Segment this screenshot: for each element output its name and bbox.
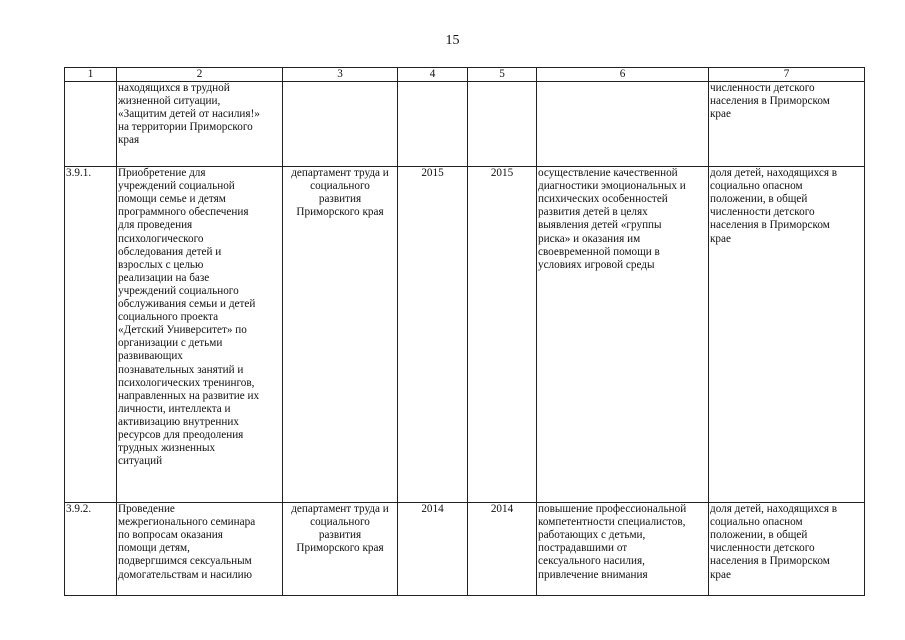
- program-table: [64, 67, 865, 596]
- cell-indicator: численности детского населения в Приморском крае: [709, 82, 865, 167]
- cell-start-year: [398, 82, 468, 167]
- column-header-6: 6: [537, 68, 709, 82]
- cell-activity: Приобретение для учреждений социальной помощи семье и детям программного обеспечения для проведения психологического обследования детей и взрослых с целью реализации на базе учреждений социального обслуживания семьи и детей социального проекта «Детский Университет» по организации с детьми развивающих познавательных занятий и психологических тренингов, направленных на развитие их личности, интеллекта и активизацию внутренних ресурсов для преодоления трудных жизненных ситуаций: [117, 167, 283, 503]
- cell-indicator: доля детей, находящихся в социально опасном положении, в общей численности детского населения в Приморском крае: [709, 503, 865, 596]
- cell-end-year: [468, 82, 537, 167]
- cell-indicator: доля детей, находящихся в социально опасном положении, в общей численности детского населения в Приморском крае: [709, 167, 865, 503]
- cell-end-year: 2015: [468, 167, 537, 503]
- cell-start-year: 2015: [398, 167, 468, 503]
- column-header-7: 7: [709, 68, 865, 82]
- column-header-5: 5: [468, 68, 537, 82]
- column-header-2: 2: [117, 68, 283, 82]
- column-header-3: 3: [283, 68, 398, 82]
- column-header-4: 4: [398, 68, 468, 82]
- table-row: [65, 82, 865, 167]
- cell-number: [65, 82, 117, 167]
- table-row: [65, 503, 865, 596]
- cell-expected-result: осуществление качественной диагностики эмоциональных и психических особенностей развития детей в целях выявления детей «группы риска» и оказания им своевременной помощи в условиях игровой среды: [537, 167, 709, 503]
- column-header-1: 1: [65, 68, 117, 82]
- cell-activity: находящихся в трудной жизненной ситуации, «Защитим детей от насилия!» на территории Приморского края: [117, 82, 283, 167]
- cell-executor: департамент труда и социального развития Приморского края: [283, 167, 398, 503]
- column-number-row: [65, 68, 865, 82]
- cell-number: 3.9.2.: [65, 503, 117, 596]
- cell-executor: департамент труда и социального развития Приморского края: [283, 503, 398, 596]
- cell-expected-result: повышение профессиональной компетентности специалистов, работающих с детьми, пострадавшими от сексуального насилия, привлечение внимания: [537, 503, 709, 596]
- cell-start-year: 2014: [398, 503, 468, 596]
- cell-activity: Проведение межрегионального семинара по вопросам оказания помощи детям, подвергшимся сексуальным домогательствам и насилию: [117, 503, 283, 596]
- cell-end-year: 2014: [468, 503, 537, 596]
- page-number: 15: [445, 33, 460, 48]
- cell-expected-result: [537, 82, 709, 167]
- table-row: [65, 167, 865, 503]
- cell-executor: [283, 82, 398, 167]
- cell-number: 3.9.1.: [65, 167, 117, 503]
